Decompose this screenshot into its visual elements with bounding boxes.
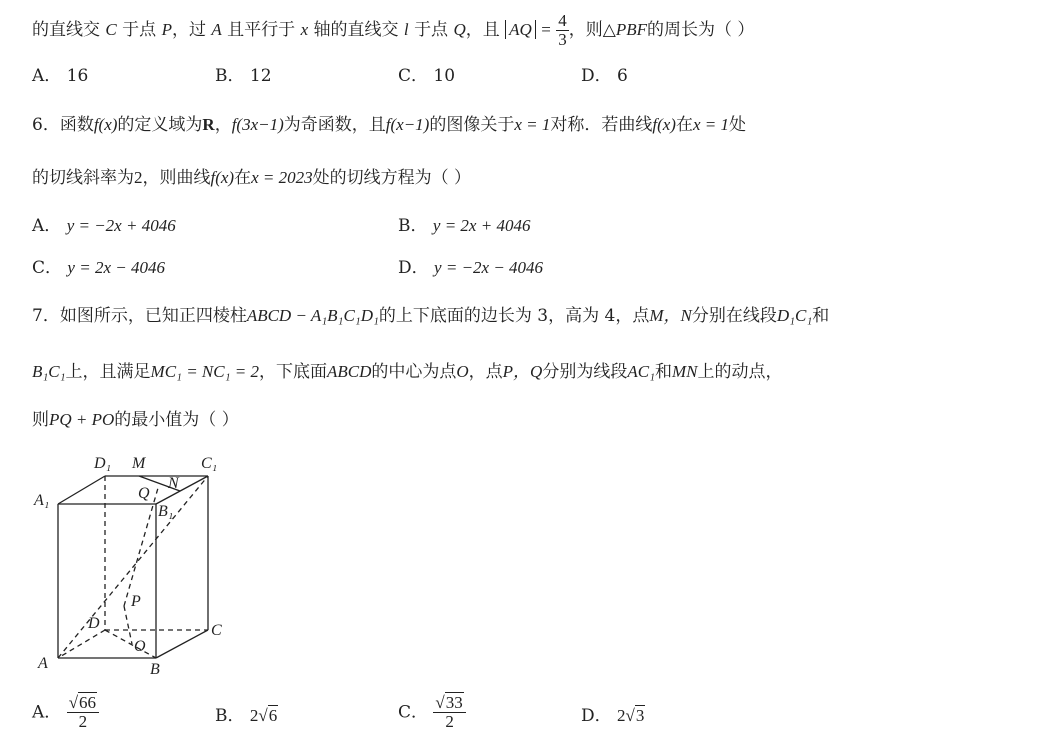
segment-p-o — [124, 606, 132, 644]
label-p: P — [131, 593, 141, 610]
label-d: D — [88, 615, 100, 632]
label-a: A — [38, 655, 48, 672]
label-n: N — [168, 475, 179, 492]
q7-option-d[interactable]: D． 2√3 — [581, 706, 645, 726]
q6-option-d[interactable]: D． y = −2x − 4046 — [398, 258, 544, 278]
q7-stem-line2: B₁C₁上，且满足MC₁ = NC₁ = 2，下底面ABCD的中心为点O，点P，Q分别为线段AC₁和MN上的动点， — [32, 362, 783, 382]
var-c: C — [105, 20, 117, 39]
q7-stem-line1: 7．如图所示，已知正四棱柱ABCD − A₁B₁C₁D₁的上下底面的边长为 3，高为 4，点M，N分别在线段D₁C₁和 — [32, 306, 830, 326]
prism-figure — [28, 448, 258, 688]
q5-option-c[interactable]: C． 10 — [398, 66, 456, 86]
q6-option-a[interactable]: A． y = −2x + 4046 — [32, 216, 176, 236]
label-c1: C₁ — [201, 455, 218, 472]
q7-option-b[interactable]: B． 2√6 — [215, 706, 278, 726]
q7-option-c[interactable]: C． $\frac{√33}{2}$ — [398, 694, 466, 731]
label-d1: D₁ — [94, 455, 112, 472]
fraction-4-3: $\frac{4}{3}$ — [558, 11, 567, 49]
edge-c1-b1 — [156, 476, 208, 504]
q7-option-a[interactable]: A． $\frac{√66}{2}$ — [32, 694, 99, 731]
segment-p-q — [124, 488, 158, 606]
q5-stem: 的直线交 C 于点 P，过 A 且平行于 x 轴的直线交 l 于点 Q，且 AQ = $\frac{4}{3}$ ，则△PBF的周长为（ ） — [32, 11, 755, 49]
edge-a1-d1 — [58, 476, 105, 504]
label-b: B — [150, 661, 160, 678]
label-c: C — [211, 622, 222, 639]
segment-a-c1 — [58, 476, 208, 658]
label-b1: B₁ — [158, 503, 174, 520]
q6-option-c[interactable]: C． y = 2x − 4046 — [32, 258, 165, 278]
label-a1: A₁ — [34, 492, 50, 509]
q7-stem-line3: 则PQ + PO的最小值为（ ） — [32, 410, 239, 430]
q6-option-b[interactable]: B． y = 2x + 4046 — [398, 216, 531, 236]
q5-option-d[interactable]: D． 6 — [581, 66, 628, 86]
label-q: Q — [138, 485, 150, 502]
q5-option-a[interactable]: A． 16 — [32, 66, 89, 86]
abs-aq: AQ — [505, 20, 536, 39]
q5-option-b[interactable]: B． 12 — [215, 66, 272, 86]
label-o: O — [134, 638, 146, 655]
edge-d-a — [58, 630, 105, 658]
label-m: M — [132, 455, 146, 472]
q6-stem-line2: 的切线斜率为2，则曲线f(x)在x = 2023处的切线方程为（ ） — [32, 168, 472, 188]
q6-stem-line1: 6．函数f(x)的定义域为R，f(3x−1)为奇函数，且f(x−1)的图像关于x = 1对称．若曲线f(x)在x = 1处 — [32, 115, 746, 135]
edge-b-c — [156, 630, 208, 658]
